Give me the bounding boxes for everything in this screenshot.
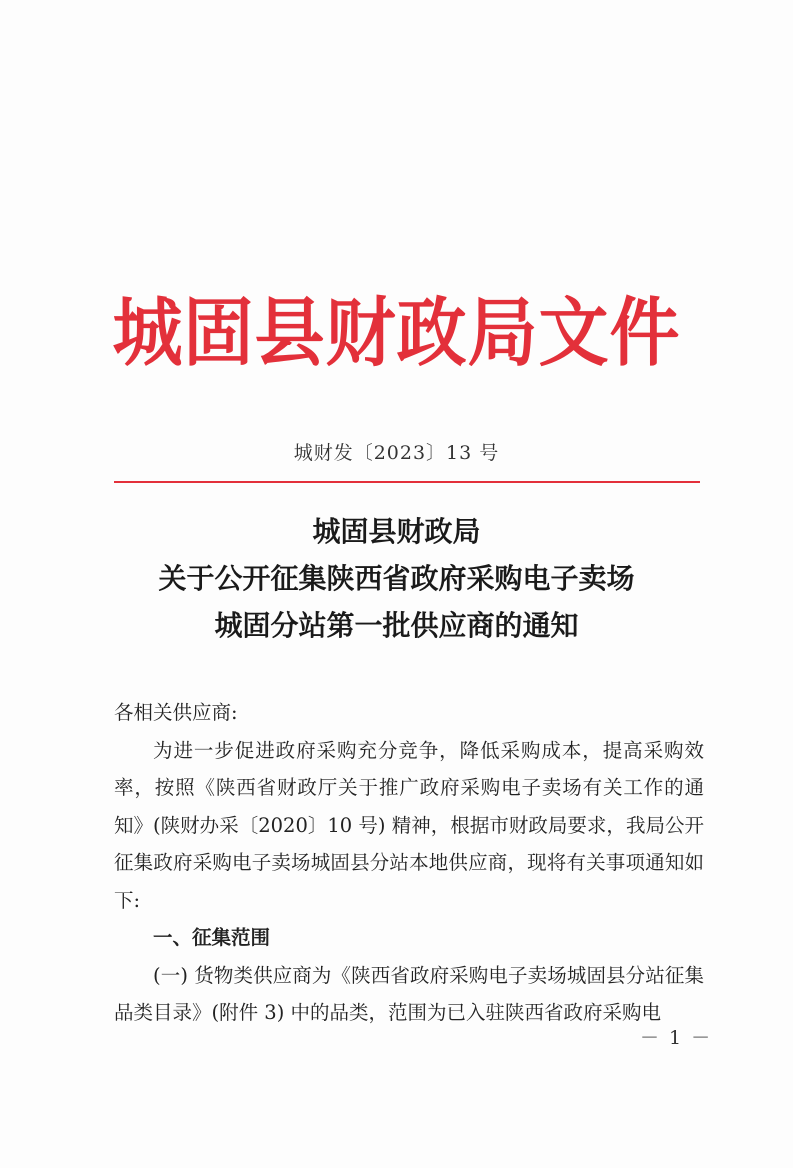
document-header-title: 城固县财政局文件 [112,288,681,377]
document-number: 城财发〔2023〕13 号 [293,442,500,464]
red-divider-line [114,481,700,483]
notice-title-line: 城固分站第一批供应商的通知 [214,609,579,642]
intro-paragraph: 为进一步促进政府采购充分竞争，降低采购成本，提高采购效率，按照《陕西省财政厅关于推广政府采购电子卖场有关工作的通知》(陕财办采〔2020〕10 号) 精神，根据市财政局要求，我局公开征集政府采购电子卖场城固县分站本地供应商，现将有关事项通知如下: [114,738,704,912]
notice-title [0,508,793,649]
section-heading: 一、征集范围 [153,926,271,949]
notice-title-line: 城固县财政局 [312,515,481,548]
section-item-paragraph: (一) 货物类供应商为《陕西省政府采购电子卖场城固县分站征集品类目录》(附件 3) 中的品类，范围为已入驻陕西省政府采购电 [114,963,704,1024]
page-number: － 1 － [640,1027,713,1049]
salutation: 各相关供应商: [114,701,238,724]
notice-body [114,694,704,1032]
notice-title-line: 关于公开征集陕西省政府采购电子卖场 [158,562,635,595]
